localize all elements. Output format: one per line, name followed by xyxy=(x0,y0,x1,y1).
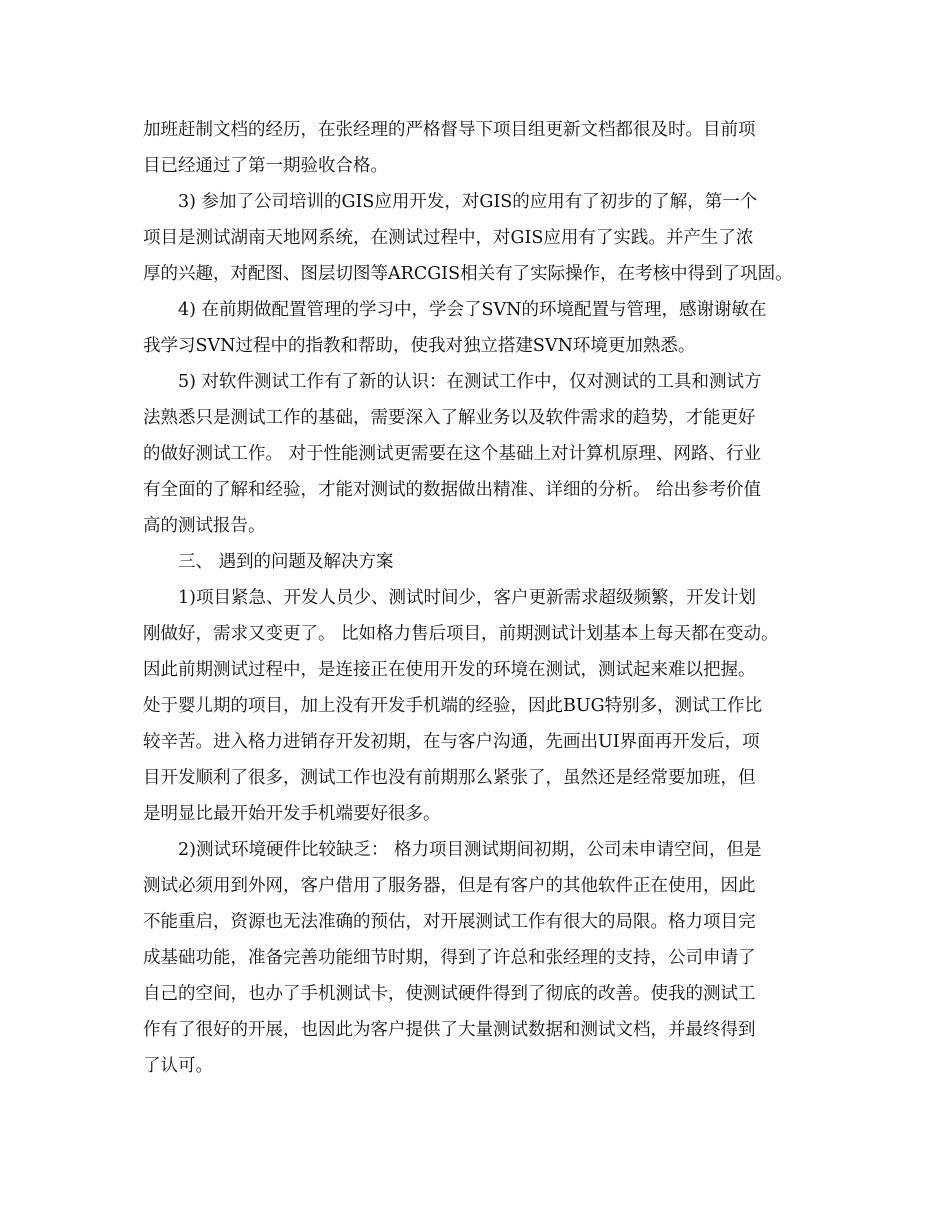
text-line xyxy=(0,328,950,364)
text-line xyxy=(0,112,950,148)
line-text: 目开发顺利了很多，测试工作也没有前期那么紧张了，虽然还是经常要加班，但 xyxy=(143,768,756,788)
line-text: 三、 遇到的问题及解决方案 xyxy=(178,552,394,572)
text-line xyxy=(0,292,950,328)
text-line xyxy=(0,796,950,832)
text-line xyxy=(0,1048,950,1084)
line-text: 厚的兴趣，对配图、图层切图等ARCGIS相关有了实际操作，在考核中得到了巩固。 xyxy=(143,264,793,284)
text-line xyxy=(0,940,950,976)
line-text: 1)项目紧急、开发人员少、测试时间少，客户更新需求超级频繁，开发计划 xyxy=(178,588,756,608)
section-heading xyxy=(0,544,950,580)
text-line xyxy=(0,580,950,616)
text-line xyxy=(0,688,950,724)
line-text: 有全面的了解和经验，才能对测试的数据做出精准、详细的分析。 给出参考价值 xyxy=(143,480,762,500)
line-text: 较辛苦。进入格力进销存开发初期，在与客户沟通，先画出UI界面再开发后，项 xyxy=(143,732,760,752)
line-text: 不能重启，资源也无法准确的预估，对开展测试工作有很大的局限。格力项目完 xyxy=(143,912,756,932)
text-line xyxy=(0,652,950,688)
text-line xyxy=(0,400,950,436)
line-text: 法熟悉只是测试工作的基础，需要深入了解业务以及软件需求的趋势，才能更好 xyxy=(143,408,756,428)
text-line xyxy=(0,184,950,220)
text-line xyxy=(0,472,950,508)
line-text: 5) 对软件测试工作有了新的认识：在测试工作中，仅对测试的工具和测试方 xyxy=(178,372,762,392)
line-text: 项目是测试湖南天地网系统，在测试过程中，对GIS应用有了实践。并产生了浓 xyxy=(143,228,754,248)
text-line xyxy=(0,508,950,544)
text-line xyxy=(0,832,950,868)
line-text: 自己的空间，也办了手机测试卡，使测试硬件得到了彻底的改善。使我的测试工 xyxy=(143,984,756,1004)
line-text: 我学习SVN过程中的指教和帮助，使我对独立搭建SVN环境更加熟悉。 xyxy=(143,336,696,356)
line-text: 因此前期测试过程中，是连接正在使用开发的环境在测试，测试起来难以把握。 xyxy=(143,660,756,680)
line-text: 是明显比最开始开发手机端要好很多。 xyxy=(143,804,441,824)
line-text: 刚做好，需求又变更了。 比如格力售后项目，前期测试计划基本上每天都在变动。 xyxy=(143,624,779,644)
text-line xyxy=(0,760,950,796)
line-text: 加班赶制文档的经历，在张经理的严格督导下项目组更新文档都很及时。目前项 xyxy=(143,120,756,140)
line-text: 的做好测试工作。 对于性能测试更需要在这个基础上对计算机原理、网路、行业 xyxy=(143,444,762,464)
text-line xyxy=(0,1012,950,1048)
line-text: 目已经通过了第一期验收合格。 xyxy=(143,156,388,176)
line-text: 了认可。 xyxy=(143,1056,213,1076)
text-line xyxy=(0,364,950,400)
line-text: 2)测试环境硬件比较缺乏： 格力项目测试期间初期，公司未申请空间，但是 xyxy=(178,840,762,860)
text-line xyxy=(0,256,950,292)
line-text: 3) 参加了公司培训的GIS应用开发，对GIS的应用有了初步的了解，第一个 xyxy=(178,192,758,212)
text-line xyxy=(0,148,950,184)
line-text: 作有了很好的开展，也因此为客户提供了大量测试数据和测试文档，并最终得到 xyxy=(143,1020,756,1040)
text-line xyxy=(0,724,950,760)
line-text: 4) 在前期做配置管理的学习中，学会了SVN的环境配置与管理，感谢谢敏在 xyxy=(178,300,767,320)
line-text: 高的测试报告。 xyxy=(143,516,266,536)
text-line xyxy=(0,904,950,940)
text-line xyxy=(0,976,950,1012)
line-text: 处于婴儿期的项目，加上没有开发手机端的经验，因此BUG特别多，测试工作比 xyxy=(143,696,763,716)
line-text: 成基础功能，准备完善功能细节时期，得到了许总和张经理的支持，公司申请了 xyxy=(143,948,756,968)
text-line xyxy=(0,220,950,256)
text-line xyxy=(0,868,950,904)
text-line xyxy=(0,616,950,652)
line-text: 测试必须用到外网，客户借用了服务器，但是有客户的其他软件正在使用，因此 xyxy=(143,876,756,896)
text-line xyxy=(0,436,950,472)
